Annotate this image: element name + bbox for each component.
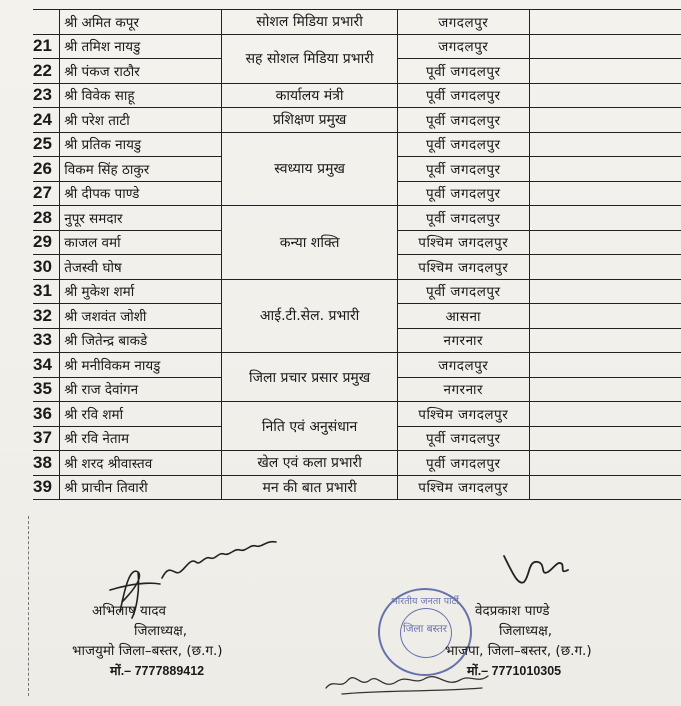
empty-cell [529, 230, 681, 255]
place-name: पश्चिम जगदलपुर [397, 475, 529, 500]
post-title: कार्यालय मंत्री [222, 83, 397, 108]
signatory-org: भाजयुमो जिला–बस्तर, (छ.ग.) [72, 643, 223, 659]
place-name: पूर्वी जगदलपुर [397, 132, 529, 157]
place-name: पूर्वी जगदलपुर [397, 426, 529, 451]
row-number: 37 [33, 426, 60, 451]
post-title: स्वध्याय प्रमुख [222, 132, 397, 206]
table-row [33, 353, 681, 378]
right-signatory [445, 601, 592, 681]
row-number: 36 [33, 402, 60, 427]
post-title: खेल एवं कला प्रभारी [222, 451, 397, 476]
page-margin-line [28, 516, 33, 696]
member-name: श्री शरद श्रीवास्तव [60, 451, 222, 476]
empty-cell [529, 377, 681, 402]
member-name: काजल वर्मा [60, 230, 222, 255]
post-title: सह सोशल मिडिया प्रभारी [222, 34, 397, 83]
place-name: पूर्वी जगदलपुर [397, 59, 529, 84]
empty-cell [529, 132, 681, 157]
right-signature [498, 542, 578, 592]
member-name: श्री मुकेश शर्मा [60, 279, 222, 304]
left-signatory [72, 601, 223, 681]
table-row [33, 451, 681, 476]
empty-cell [529, 10, 681, 35]
place-name: जगदलपुर [397, 34, 529, 59]
member-name: नुपूर समदार [60, 206, 222, 231]
row-number: 38 [33, 451, 60, 476]
row-number: 21 [33, 34, 60, 59]
member-name: श्री राज देवांगन [60, 377, 222, 402]
row-number: 39 [33, 475, 60, 500]
table-row [33, 108, 681, 133]
place-name: नगरनार [397, 377, 529, 402]
table-row [33, 34, 681, 59]
member-name: श्री जशवंत जोशी [60, 304, 222, 329]
row-number: 31 [33, 279, 60, 304]
place-name: पश्चिम जगदलपुर [397, 230, 529, 255]
signatory-mobile: मों.– 7777889412 [110, 664, 205, 678]
empty-cell [529, 157, 681, 182]
empty-cell [529, 255, 681, 280]
empty-cell [529, 328, 681, 353]
empty-cell [529, 279, 681, 304]
empty-cell [529, 402, 681, 427]
signatory-name: वेदप्रकाश पाण्डे [475, 603, 550, 619]
place-name: पूर्वी जगदलपुर [397, 181, 529, 206]
member-name: श्री रवि नेताम [60, 426, 222, 451]
place-name: पूर्वी जगदलपुर [397, 83, 529, 108]
post-title: जिला प्रचार प्रसार प्रमुख [222, 353, 397, 402]
seal-arc-text: भारतीय जनता पार्टी [391, 596, 459, 607]
member-name: श्री रवि शर्मा [60, 402, 222, 427]
row-number [33, 10, 60, 35]
table-row [33, 279, 681, 304]
member-name: श्री प्राचीन तिवारी [60, 475, 222, 500]
row-number: 29 [33, 230, 60, 255]
signatory-title: जिलाध्यक्ष, [134, 623, 188, 639]
place-name: आसना [397, 304, 529, 329]
empty-cell [529, 353, 681, 378]
place-name: पूर्वी जगदलपुर [397, 451, 529, 476]
place-name: पूर्वी जगदलपुर [397, 206, 529, 231]
place-name: पूर्वी जगदलपुर [397, 279, 529, 304]
table-row [33, 402, 681, 427]
post-title: मन की बात प्रभारी [222, 475, 397, 500]
row-number: 27 [33, 181, 60, 206]
member-name: श्री प्रतिक नायडु [60, 132, 222, 157]
empty-cell [529, 451, 681, 476]
row-number: 33 [33, 328, 60, 353]
place-name: पश्चिम जगदलपुर [397, 255, 529, 280]
post-title: निति एवं अनुसंधान [222, 402, 397, 451]
post-title: प्रशिक्षण प्रमुख [222, 108, 397, 133]
signatory-title: जिलाध्यक्ष, [499, 623, 553, 639]
member-name: श्री जितेन्द्र बाकडे [60, 328, 222, 353]
table-row [33, 475, 681, 500]
place-name: जगदलपुर [397, 10, 529, 35]
empty-cell [529, 206, 681, 231]
member-name: श्री विवेक साहू [60, 83, 222, 108]
row-number: 28 [33, 206, 60, 231]
place-name: पश्चिम जगदलपुर [397, 402, 529, 427]
member-name: श्री पंकज राठौर [60, 59, 222, 84]
table-row [33, 132, 681, 157]
row-number: 34 [33, 353, 60, 378]
office-bearers-table [33, 9, 681, 500]
table-row [33, 206, 681, 231]
row-number: 26 [33, 157, 60, 182]
place-name: नगरनार [397, 328, 529, 353]
empty-cell [529, 34, 681, 59]
member-name: श्री तमिश नायडु [60, 34, 222, 59]
member-name: श्री मनीविकम नायडु [60, 353, 222, 378]
row-number: 25 [33, 132, 60, 157]
signatory-mobile: मों.– 7771010305 [467, 664, 562, 678]
row-number: 32 [33, 304, 60, 329]
row-number: 23 [33, 83, 60, 108]
table-row [33, 83, 681, 108]
empty-cell [529, 108, 681, 133]
empty-cell [529, 304, 681, 329]
seal-center-text: जिला बस्तर [402, 623, 448, 635]
row-number: 22 [33, 59, 60, 84]
member-name: श्री परेश ताटी [60, 108, 222, 133]
row-number: 24 [33, 108, 60, 133]
empty-cell [529, 59, 681, 84]
empty-cell [529, 83, 681, 108]
empty-cell [529, 181, 681, 206]
signatory-name: अभिलाष यादव [92, 603, 167, 619]
empty-cell [529, 426, 681, 451]
table-row [33, 10, 681, 35]
member-name: श्री अमित कपूर [60, 10, 222, 35]
post-title: सोशल मिडिया प्रभारी [222, 10, 397, 35]
empty-cell [529, 475, 681, 500]
table-body [33, 10, 681, 500]
place-name: जगदलपुर [397, 353, 529, 378]
member-name: विकम सिंह ठाकुर [60, 157, 222, 182]
member-name: तेजस्वी घोष [60, 255, 222, 280]
post-title: कन्या शक्ति [222, 206, 397, 280]
signatory-org: भाजपा, जिला–बस्तर, (छ.ग.) [445, 643, 592, 659]
post-title: आई.टी.सेल. प्रभारी [222, 279, 397, 353]
row-number: 30 [33, 255, 60, 280]
member-name: श्री दीपक पाण्डे [60, 181, 222, 206]
row-number: 35 [33, 377, 60, 402]
place-name: पूर्वी जगदलपुर [397, 157, 529, 182]
place-name: पूर्वी जगदलपुर [397, 108, 529, 133]
